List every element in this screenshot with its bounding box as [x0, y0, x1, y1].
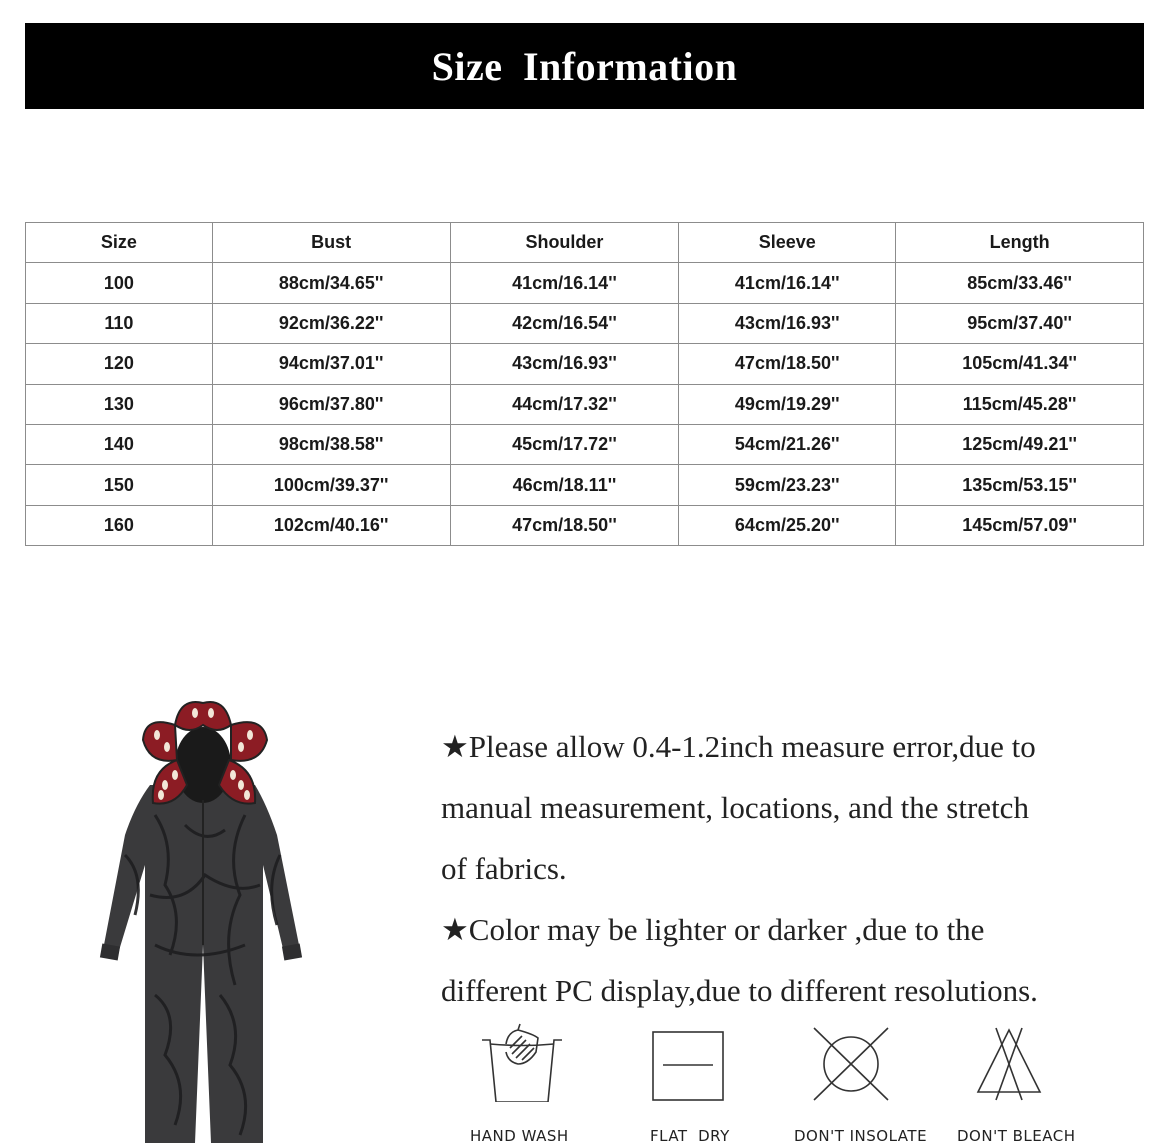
cell-shoulder: 43cm/16.93'' — [450, 344, 679, 384]
cell-length: 145cm/57.09'' — [896, 505, 1144, 545]
cell-size: 120 — [26, 344, 213, 384]
cell-sleeve: 64cm/25.20'' — [679, 505, 896, 545]
note-line: manual measurement, locations, and the stretch — [441, 790, 1029, 825]
cell-shoulder: 45cm/17.72'' — [450, 424, 679, 464]
cell-size: 150 — [26, 465, 213, 505]
cell-sleeve: 54cm/21.26'' — [679, 424, 896, 464]
table-row — [26, 505, 1144, 545]
cell-shoulder: 42cm/16.54'' — [450, 303, 679, 343]
header-shoulder: Shoulder — [450, 223, 679, 263]
cell-length: 135cm/53.15'' — [896, 465, 1144, 505]
cell-size: 100 — [26, 263, 213, 303]
cell-shoulder: 47cm/18.50'' — [450, 505, 679, 545]
header-sleeve: Sleeve — [679, 223, 896, 263]
dont-insolate-icon — [810, 1026, 892, 1102]
cell-bust: 96cm/37.80'' — [212, 384, 450, 424]
hand-wash-label: HAND WASH — [470, 1127, 569, 1145]
cell-sleeve: 49cm/19.29'' — [679, 384, 896, 424]
cell-sleeve: 41cm/16.14'' — [679, 263, 896, 303]
table-header-row — [26, 223, 1144, 263]
cell-size: 160 — [26, 505, 213, 545]
cell-size: 110 — [26, 303, 213, 343]
table-row — [26, 303, 1144, 343]
size-table — [25, 222, 1144, 546]
cell-sleeve: 43cm/16.93'' — [679, 303, 896, 343]
header-bust: Bust — [212, 223, 450, 263]
cell-sleeve: 47cm/18.50'' — [679, 344, 896, 384]
cell-sleeve: 59cm/23.23'' — [679, 465, 896, 505]
cell-bust: 92cm/36.22'' — [212, 303, 450, 343]
note-line: of fabrics. — [441, 851, 567, 886]
flat-dry-icon — [651, 1030, 725, 1102]
table-row — [26, 344, 1144, 384]
note-line: ★Please allow 0.4-1.2inch measure error,due to — [441, 729, 1036, 764]
banner-title: Size Information — [431, 43, 738, 89]
cell-shoulder: 41cm/16.14'' — [450, 263, 679, 303]
size-information-banner — [25, 23, 1144, 109]
cell-length: 85cm/33.46'' — [896, 263, 1144, 303]
table-row — [26, 465, 1144, 505]
header-size: Size — [26, 223, 213, 263]
header-length: Length — [896, 223, 1144, 263]
hand-wash-icon — [478, 1022, 568, 1102]
cell-bust: 98cm/38.58'' — [212, 424, 450, 464]
cell-bust: 94cm/37.01'' — [212, 344, 450, 384]
note-line: different PC display,due to different resolutions. — [441, 973, 1038, 1008]
cell-length: 125cm/49.21'' — [896, 424, 1144, 464]
dont-bleach-icon — [976, 1026, 1042, 1102]
cell-bust: 88cm/34.65'' — [212, 263, 450, 303]
table-row — [26, 424, 1144, 464]
cell-shoulder: 46cm/18.11'' — [450, 465, 679, 505]
dont-bleach-label: DON'T BLEACH — [957, 1127, 1076, 1145]
dont-insolate-label: DON'T INSOLATE — [794, 1127, 928, 1145]
measurement-notes — [441, 716, 1141, 1021]
cell-bust: 100cm/39.37'' — [212, 465, 450, 505]
cell-length: 115cm/45.28'' — [896, 384, 1144, 424]
cell-length: 95cm/37.40'' — [896, 303, 1144, 343]
cell-shoulder: 44cm/17.32'' — [450, 384, 679, 424]
note-line: ★Color may be lighter or darker ,due to the — [441, 912, 985, 947]
cell-size: 130 — [26, 384, 213, 424]
product-image-onesie — [95, 695, 315, 1143]
cell-size: 140 — [26, 424, 213, 464]
flat-dry-label: FLAT DRY — [650, 1127, 730, 1145]
table-row — [26, 384, 1144, 424]
cell-bust: 102cm/40.16'' — [212, 505, 450, 545]
table-row — [26, 263, 1144, 303]
cell-length: 105cm/41.34'' — [896, 344, 1144, 384]
